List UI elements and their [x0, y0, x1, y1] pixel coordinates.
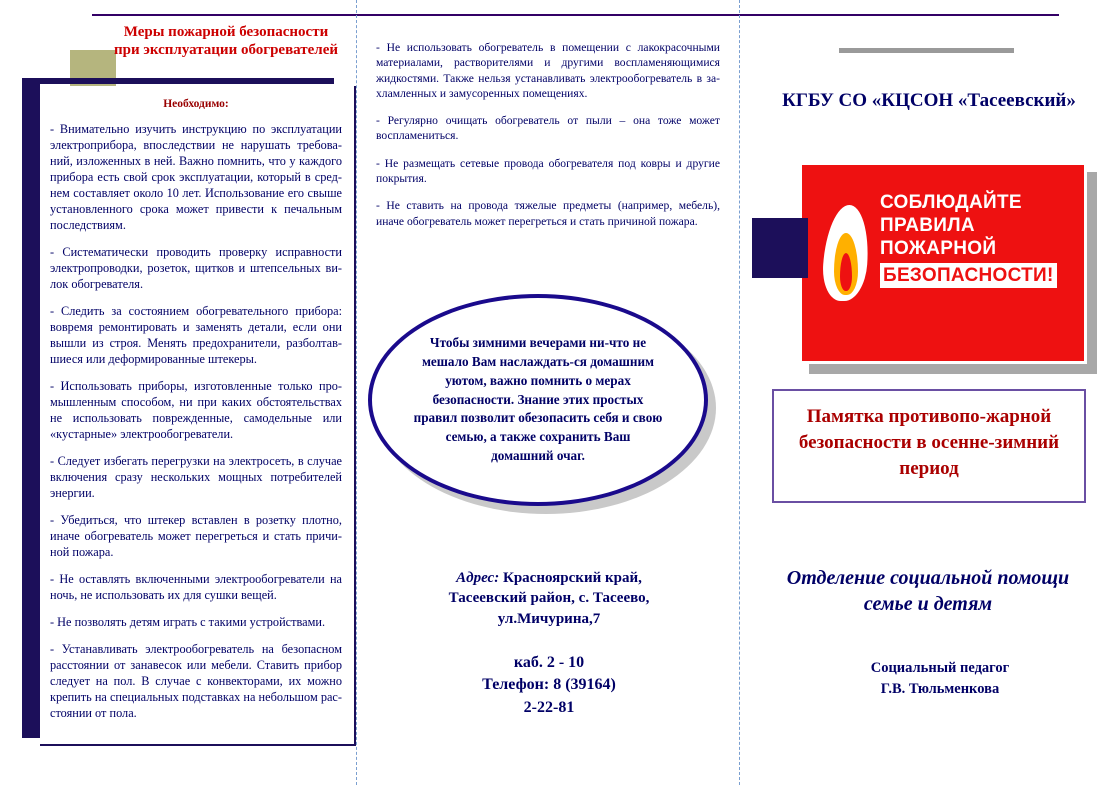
left-paragraph: - Следует избегать перегрузки на электросеть, в случае включения сразу нескольких мощных потребителей энергии. [50, 453, 342, 500]
ellipse-shape [368, 294, 708, 506]
author-block [790, 658, 1090, 700]
address-line: Красноярский край, [502, 570, 642, 586]
highlight-ellipse [364, 292, 724, 522]
sign-line: ПОЖАРНОЙ [880, 238, 997, 260]
middle-paragraph: - Не ставить на провода тяжелые предметы (например, мебель), иначе обогреватель может перегреться и стать причиной пожара. [376, 199, 720, 228]
department-name: Отделение социальной помощи семье и детям [786, 567, 1070, 615]
contact-line: Телефон: 8 (39164) [482, 676, 616, 694]
left-paragraph: - Не позволять детям играть с такими устройствами. [50, 614, 326, 629]
sign-line: СОБЛЮДАЙТЕ [880, 192, 1022, 213]
decorative-navy-bar-top [22, 78, 334, 84]
address-line: ул.Мичурина,7 [497, 610, 601, 627]
ellipse-text: Чтобы зимними вечерами ни-что не мешало Вам наслаждать-ся домашним уютом, важно помнить о мерах безопасности. Знание этих простых правил позволит обезопасить себя и свою семью, а также сохранить Ваш домашний очаг. [413, 335, 663, 463]
address-line: Тасеевский район, с. Тасеево, [448, 590, 650, 607]
middle-paragraph: - Не использовать обогреватель в помещении с лакокрасочными материалами, растворителями и другими воспламеняющимися жидкостями. Также нельзя устанавливать электрообогреватель в за-хламленных и замусоренных помещениях. [376, 41, 720, 100]
left-panel-title: Меры пожарной безопасности при эксплуатации обогревателей [113, 24, 339, 58]
sign-text [880, 191, 1078, 288]
sign-face [799, 162, 1087, 364]
left-paragraph: - Не оставлять включенными электрообогреватели на ночь, не использовать их для сушки вещей. [50, 571, 342, 602]
left-paragraph: - Использовать приборы, изготовленные только про-мышленным способом, ни при каких обстоятельствах не использовать поврежденные, самодельные или «кустарные» электрообогреватели. [50, 378, 342, 441]
sign-line: ПРАВИЛА [880, 215, 975, 237]
decorative-gray-bar [839, 48, 1014, 53]
contact-block [380, 652, 718, 719]
organization-name: КГБУ СО «КЦСОН «Тасеевский» [782, 90, 1076, 111]
left-paragraph: - Внимательно изучить инструкцию по эксплуатации электроприбора, впоследствии не нарушать требова-ний, изложенных в ней. Важно помнить, что у каждого прибора есть свой срок эксплуатации, который в сред-нем составляет около 10 лет. Использование его свыше установленного срока может привести к печальным последствиям. [50, 122, 342, 232]
memo-title: Памятка противопо-жарной безопасности в осенне-зимний период [772, 390, 1086, 503]
author-role: Социальный педагог [870, 660, 1010, 676]
address-block [380, 568, 718, 629]
address-label: Адрес: [456, 570, 500, 586]
middle-panel-body [376, 40, 720, 241]
fire-safety-sign [799, 162, 1099, 377]
left-paragraph: - Следить за состоянием обогревательного прибора: вовремя ремонтировать и заменять детали, если они вышли из строя. Менять предохранители, разболтав-шиеся или деформированные штекеры. [50, 303, 342, 366]
left-paragraph: - Убедиться, что штекер вставлен в розетку плотно, иначе обогреватель может перегреться и стать причи-ной пожара. [50, 512, 342, 559]
flame-icon [816, 205, 876, 325]
panel-left [0, 0, 356, 785]
author-name: Г.В. Тюльменкова [880, 681, 1000, 698]
decorative-navy-square [752, 218, 808, 278]
left-panel-subtitle: Необходимо: [163, 98, 229, 110]
contact-line: 2-22-81 [523, 698, 575, 716]
left-paragraph: - Систематически проводить проверку исправности электропроводки, розеток, щитков и штепсельных ви-лок обогревателя. [50, 244, 342, 291]
decorative-navy-bar-side [22, 78, 40, 738]
middle-paragraph: - Не размещать сетевые провода обогревателя под ковры и другие покрытия. [376, 156, 720, 186]
left-panel-title-box [104, 20, 348, 67]
panel-middle [356, 0, 739, 785]
contact-line: каб. 2 - 10 [513, 654, 585, 671]
middle-paragraph: - Регулярно очищать обогреватель от пыли – она тоже может воспламениться. [376, 114, 720, 143]
left-paragraph: - Устанавливать электрообогреватель на безопасном расстоянии от занавесок или мебели. Ставить прибор следует на пол. В случае с конвекторами, их можно крепить на специальных подставках на небольшом рас-стоянии от пола. [50, 641, 342, 720]
left-panel-body [40, 86, 356, 746]
sign-line-highlight: БЕЗОПАСНОСТИ! [880, 263, 1057, 288]
flame-core-shape [840, 253, 852, 291]
